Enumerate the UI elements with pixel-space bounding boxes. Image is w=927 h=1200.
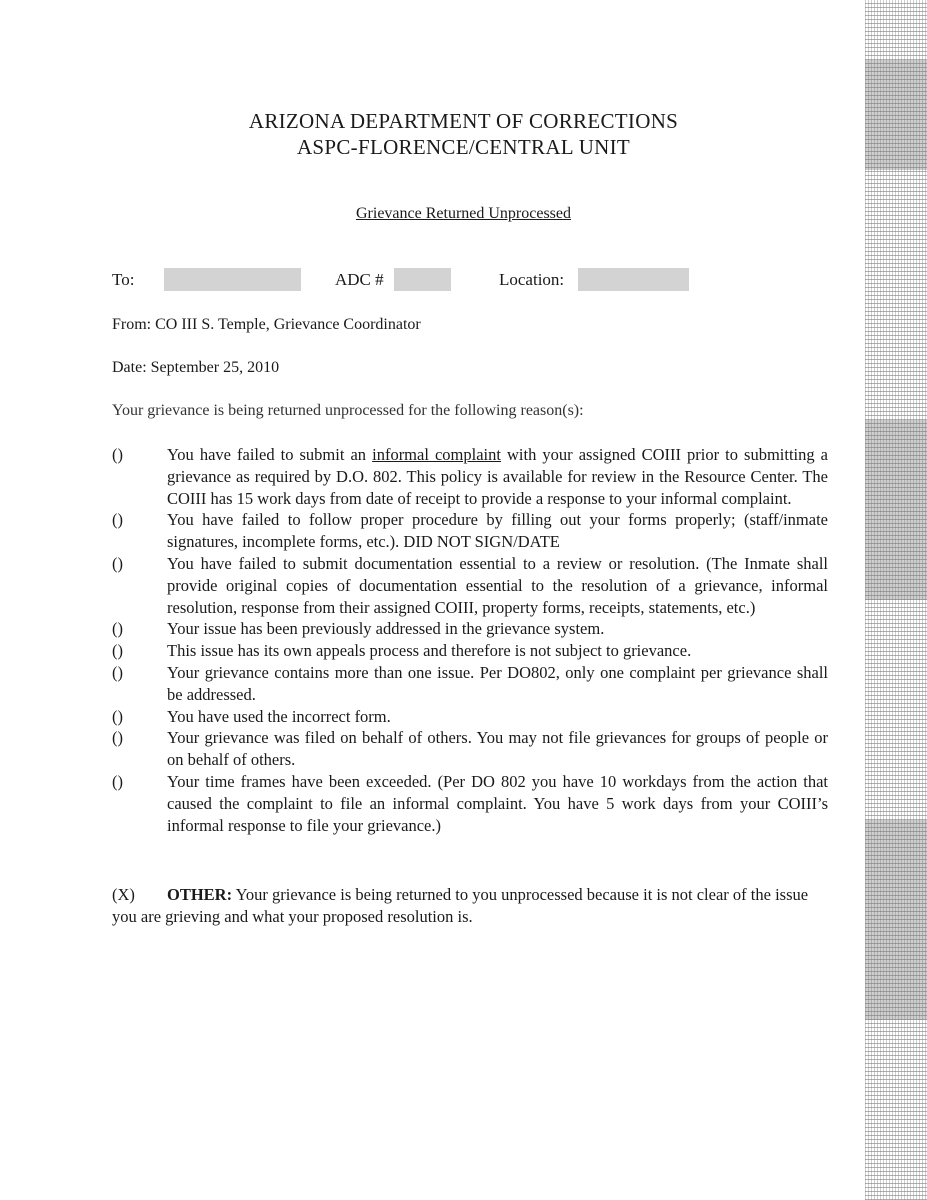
reason-text-part: with your assigned COIII prior to submitting a grievance as required by D.O. 802. This policy is available for review in the Resource Center. The COIII has 15 work days from date of receipt to provide a response to your informal complaint. xyxy=(167,445,828,508)
reason-text: Your grievance was filed on behalf of others. You may not file grievances for groups of people or on behalf of others. xyxy=(167,728,828,770)
adc-label: ADC # xyxy=(335,270,384,289)
location-label: Location: xyxy=(499,270,565,289)
reason-item xyxy=(112,662,828,706)
redacted-name xyxy=(164,268,301,291)
reason-list xyxy=(112,444,828,836)
from-label: From: xyxy=(112,316,152,333)
reason-item xyxy=(112,771,828,836)
reason-item xyxy=(112,618,828,640)
reason-checkbox: () xyxy=(112,641,123,661)
reason-text xyxy=(167,444,828,509)
date-value: September 25, 2010 xyxy=(150,359,280,376)
reason-item xyxy=(112,553,828,618)
redacted-adc-number xyxy=(394,268,451,291)
reason-text: You have failed to submit documentation essential to a review or resolution. (The Inmate shall provide original copies of documentation essential to the resolution of a grievance, informal resolution, response from their assigned COIII, property forms, receipts, statements, etc.) xyxy=(167,553,828,617)
subtitle-text: Grievance Returned Unprocessed xyxy=(355,205,572,222)
reason-checkbox: () xyxy=(112,510,123,530)
intro-text: Your grievance is being returned unprocessed for the following reason(s): xyxy=(112,402,584,419)
reason-item xyxy=(112,727,828,771)
reason-item xyxy=(112,706,828,728)
unit-name: ASPC-FLORENCE/CENTRAL UNIT xyxy=(296,135,631,159)
scan-artifact-band xyxy=(865,820,927,1020)
reason-text: Your grievance contains more than one issue. Per DO802, only one complaint per grievance shall be addressed. xyxy=(167,662,828,704)
reason-text: This issue has its own appeals process and therefore is not subject to grievance. xyxy=(167,641,692,661)
redacted-location xyxy=(578,268,689,291)
to-label: To: xyxy=(112,270,135,289)
reason-checkbox: () xyxy=(112,771,123,791)
reason-text-part: You have failed to submit an xyxy=(167,445,373,464)
date-line xyxy=(112,359,279,377)
reason-text: Your time frames have been exceeded. (Per DO 802 you have 10 workdays from the action that caused the complaint to file an informal complaint. You have 5 work days from your COIII’s informal response to file your grievance.) xyxy=(167,771,828,835)
from-line xyxy=(112,316,421,334)
document-header xyxy=(0,108,927,160)
reason-checkbox: () xyxy=(112,728,123,748)
reason-checkbox: () xyxy=(112,445,123,464)
reason-item xyxy=(112,444,828,509)
scan-artifact-band xyxy=(865,420,927,600)
reason-checkbox: () xyxy=(112,706,123,726)
document-subtitle xyxy=(0,205,927,223)
reason-text: You have failed to follow proper procedure by filling out your forms properly; (staff/inmate signatures, incomplete forms, etc.). DID NOT SIGN/DATE xyxy=(167,510,828,552)
reason-checkbox: () xyxy=(112,553,123,573)
reason-checkbox: () xyxy=(112,662,123,682)
department-name: ARIZONA DEPARTMENT OF CORRECTIONS xyxy=(248,109,679,133)
other-text: Your grievance is being returned to you unprocessed because it is not clear of the issue you are grieving and what your proposed resolution is. xyxy=(112,885,809,926)
other-reason xyxy=(112,884,828,928)
scan-artifact-edge xyxy=(865,0,927,1200)
date-label: Date: xyxy=(112,359,147,376)
other-checkbox-checked: (X) xyxy=(112,885,135,904)
reason-text: Your issue has been previously addressed in the grievance system. xyxy=(167,619,605,639)
other-label: OTHER: xyxy=(167,885,233,904)
reason-item xyxy=(112,640,828,662)
informal-complaint-term: informal complaint xyxy=(372,445,501,464)
reason-item xyxy=(112,509,828,553)
reason-checkbox: () xyxy=(112,619,123,639)
reason-text: You have used the incorrect form. xyxy=(167,706,391,726)
from-value: CO III S. Temple, Grievance Coordinator xyxy=(155,316,421,333)
